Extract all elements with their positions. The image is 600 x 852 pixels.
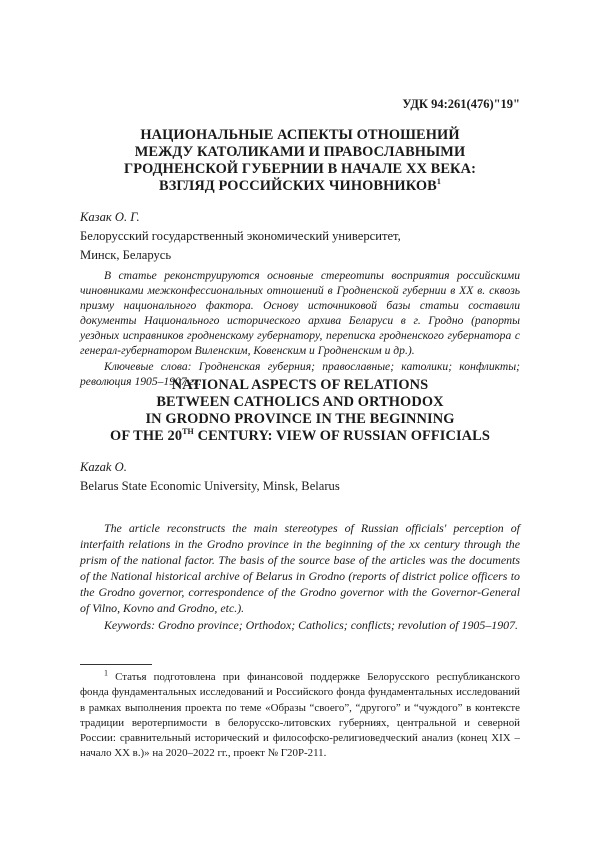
footnote-reference-mark[interactable]: 1: [436, 177, 441, 187]
affiliation-english: Belarus State Economic University, Minsk, Belarus: [80, 479, 340, 493]
title-en-line-2: BETWEEN CATHOLICS AND ORTHODOX: [156, 394, 444, 410]
title-ru-line-1: НАЦИОНАЛЬНЫЕ АСПЕКТЫ ОТНОШЕНИЙ: [140, 127, 460, 143]
title-en-line-4-end: CENTURY: VIEW OF RUSSIAN OFFICIALS: [193, 428, 490, 444]
title-en-line-4: [80, 428, 520, 445]
abstract-ru-text: В статье реконструируются основные стереотипы восприятия российскими чиновниками межконфессиональных отношений в Гродненской губернии в ХХ в. сквозь призму национального фактора. Основу источниковой базы статьи составили документы Национального исторического архива Беларуси в г. Гродно (рапорты уездных исправников гродненскому губернатору, переписка гродненского губернатора с генерал-губернатором Виленским, Ковенским и Гродненским и др.).: [80, 269, 520, 358]
footnote-text: Статья подготовлена при финансовой поддержке Белорусского республиканского фонда фундаментальных исследований и Российского фонда фундаментальных исследований в рамках выполнения проекта по теме «Образы “своего”, “другого” и “чуждого” в контексте традиции веротерпимости в белорусско-литовских губерниях, центральной и северной России: сравнительный исторический и философско-религиоведческий анализ (конец XIX – начало XX в.)» на 2020–2022 гг., проект № Г20Р-211.: [80, 671, 520, 760]
affiliation-ru-line-1: Белорусский государственный экономический университет,: [80, 229, 401, 243]
abstract-russian: [80, 268, 520, 389]
footnote-divider: [80, 664, 152, 665]
udk-code: УДК 94:261(476)"19": [402, 97, 520, 111]
footnote: [80, 670, 520, 762]
abstract-english: [80, 520, 520, 633]
title-ru-line-2: МЕЖДУ КАТОЛИКАМИ И ПРАВОСЛАВНЫМИ: [134, 144, 466, 160]
title-russian: [80, 127, 520, 195]
footnote-mark: 1: [104, 668, 108, 678]
title-ru-line-4: [80, 178, 520, 195]
keywords-russian: Ключевые слова: Гродненская губерния; православные; католики; конфликты; революция 1905–1907 гг.: [80, 359, 520, 388]
author-russian: Казак О. Г.: [80, 210, 140, 224]
title-en-line-4-start: OF THE 20: [110, 428, 183, 444]
title-en-ordinal-suffix: TH: [182, 427, 194, 437]
title-en-line-1: NATIONAL ASPECTS OF RELATIONS: [171, 377, 429, 393]
title-ru-line-4-text: ВЗГЛЯД РОССИЙСКИХ ЧИНОВНИКОВ: [159, 178, 437, 194]
author-english: Kazak O.: [80, 460, 127, 474]
affiliation-russian: [80, 227, 401, 265]
keywords-english: Keywords: Grodno province; Orthodox; Catholics; conflicts; revolution of 1905–1907.: [104, 617, 519, 632]
abstract-en-text: The article reconstructs the main stereotypes of Russian officials' perception of interfaith relations in the Grodno province in the beginning of the xx century through the prism of the national factor. The basis of the source base of the articles was the documents of the National historical archive of Belarus in Grodno (reports of district police officers to the Grodno governor, correspondence of the Grodno governor with the Governor-General of Vilno, Kovno and Grodno, etc.).: [80, 521, 520, 616]
title-english: [80, 377, 520, 445]
title-en-line-3: IN GRODNO PROVINCE IN THE BEGINNING: [145, 411, 455, 427]
title-ru-line-3: ГРОДНЕНСКОЙ ГУБЕРНИИ В НАЧАЛЕ ХХ ВЕКА:: [124, 161, 476, 177]
affiliation-ru-line-2: Минск, Беларусь: [80, 248, 172, 262]
